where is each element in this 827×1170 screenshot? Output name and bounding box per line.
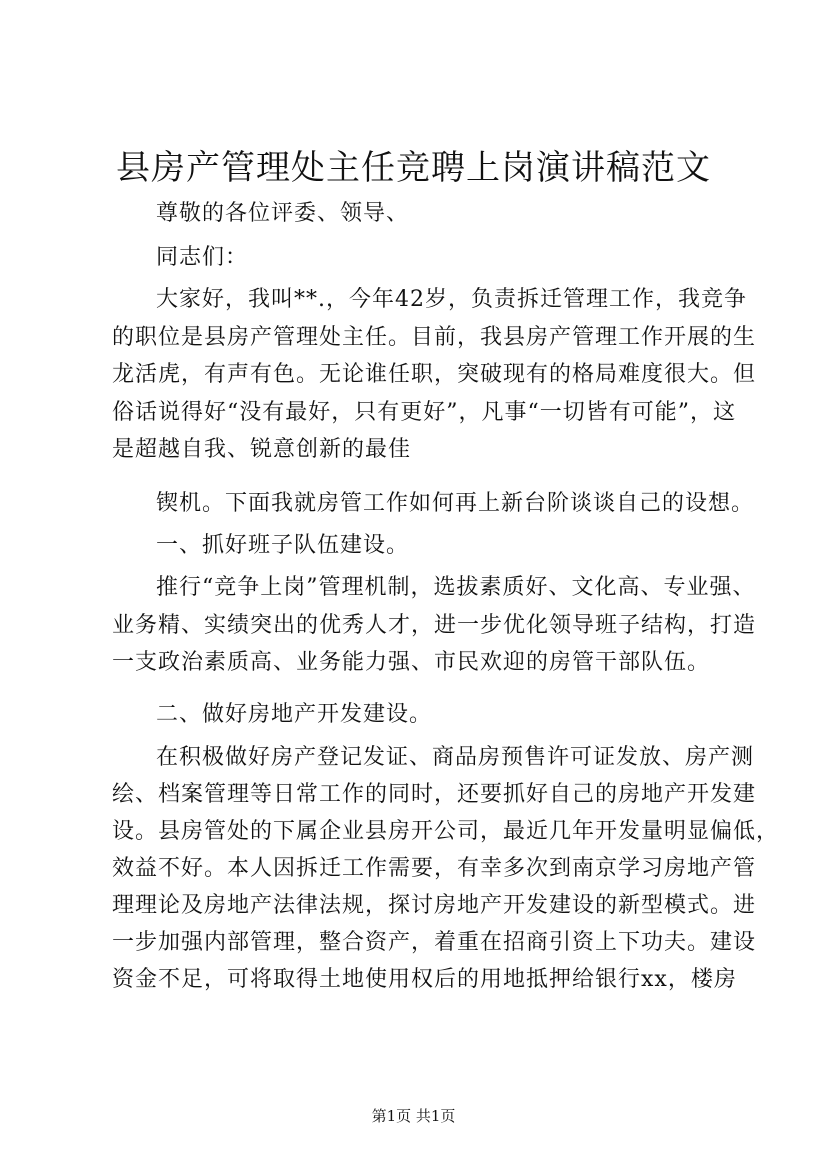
paragraph-line: 大家好，我叫**.，今年42岁，负责拆迁管理工作，我竞争 <box>156 287 747 312</box>
paragraph-line: 业务精、实绩突出的优秀人才，进一步优化领导班子结构，打造 <box>112 613 757 638</box>
paragraph-line: 理理论及房地产法律法规，探讨房地产开发建设的新型模式。进 <box>112 893 757 918</box>
paragraph-line: 锲机。下面我就房管工作如何再上新台阶谈谈自己的设想。 <box>156 491 755 516</box>
paragraph-line: 的职位是县房产管理处主任。目前，我县房产管理工作开展的生 <box>112 325 757 350</box>
paragraph-line: 推行“竞争上岗”管理机制，选拔素质好、文化高、专业强、 <box>156 575 756 600</box>
paragraph-line: 一支政治素质高、业务能力强、市民欢迎的房管干部队伍。 <box>112 650 711 675</box>
paragraph-line: 龙活虎，有声有色。无论谁任职，突破现有的格局难度很大。但 <box>112 362 757 387</box>
paragraph-line: 设。县房管处的下属企业县房开公司，最近几年开发量明显偏低， <box>112 819 780 844</box>
paragraph-line: 绘、档案管理等日常工作的同时，还要抓好自己的房地产开发建 <box>112 782 757 807</box>
section-heading: 二、做好房地产开发建设。 <box>156 702 433 727</box>
paragraph-line: 效益不好。本人因拆迁工作需要，有幸多次到南京学习房地产管 <box>112 856 757 881</box>
paragraph-line: 资金不足，可将取得土地使用权后的用地抵押给银行xx，楼房 <box>112 967 737 992</box>
paragraph-line: 一步加强内部管理，整合资产，着重在招商引资上下功夫。建设 <box>112 930 757 955</box>
document-title: 县房产管理处主任竞聘上岗演讲稿范文 <box>116 148 711 188</box>
paragraph-line: 在积极做好房产登记发证、商品房预售许可证发放、房产测 <box>156 745 755 770</box>
section-heading: 一、抓好班子队伍建设。 <box>156 533 410 558</box>
paragraph-line: 是超越自我、锐意创新的最佳 <box>112 437 412 462</box>
paragraph-line: 俗话说得好“没有最好，只有更好”，凡事“一切皆有可能”，这 <box>112 400 736 425</box>
paragraph-line: 同志们： <box>156 245 249 270</box>
paragraph-line: 尊敬的各位评委、领导、 <box>156 201 410 226</box>
page-footer: 第1页 共1页 <box>371 1107 456 1125</box>
